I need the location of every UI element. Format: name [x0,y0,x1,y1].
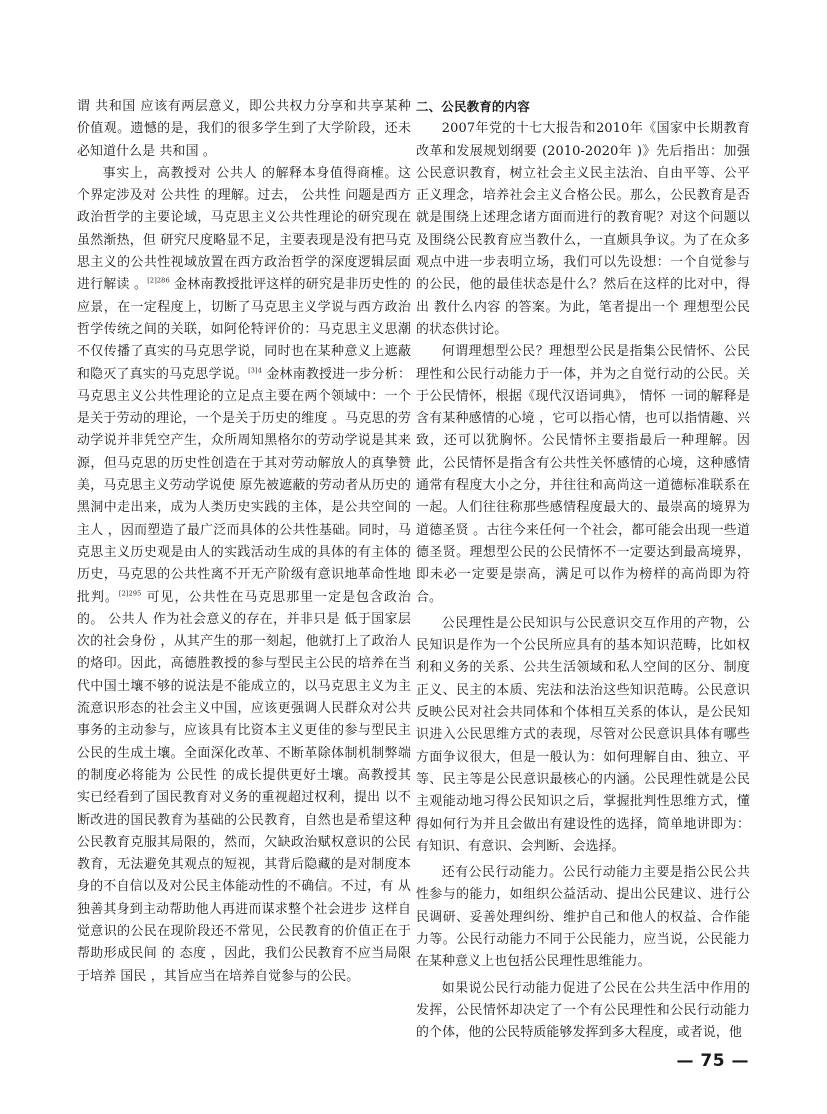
text-segment: 可见，公共性在马克思那里一定是包含政治的。 公共人 作为社会意义的存在，并非只是 低于国家层次的社会身份 ，从其产生的那一刻起，他就打上了政治人的烙印。因此，高德胜教授的参与型民主公民的培养在当代中国土壤不够的说法是不能成立的，以马克思主义为主流意识形态的社会主义中国，应该更强调人民群众对公共事务的主动参与，应该具有比资本主义更佳的参与型民主公民的生成土壤。全面深化改革、不断革除体制机制弊端的制度必将能为 公民性 的成长提供更好土壤。高教授其实已经看到了国民教育对义务的重视超过权利，提出 以不断改进的国民教育为基础的公民教育，自然也是希望这种公民教育克服其局限的，然而，欠缺政治赋权意识的公民教育，无法避免其观点的短视，其背后隐藏的是对制度本身的不自信以及对公民主体能动性的不确信。不过，有 从独善其身到主动帮助他人再进而谋求整个社会进步 这样自觉意识的公民在现阶段还不常见，公民教育的价值正在于帮助形成民间 的 态度 ，因此，我们公民教育不应当局限于培养 国民 ，其旨应当在培养自觉参与的公民。 [77,589,411,984]
text-segment: 金林南教授批评这样的研究是非历史性的应景，在一定程度上，切断了马克思主义学说与西方政治哲学传统之间的关联，如阿伦特评价的：马克思主义思潮不仅传播了真实的马克思学说，同时也在某种意义上遮蔽和隐灭了真实的马克思学说。 [77,277,411,382]
paragraph-civic-sentiment: 如果说公民行动能力促进了公民在公共生活中作用的发挥，公民情怀却决定了一个有公民理性和公民行动能力的个体，他的公民特质能够发挥到多大程度，或者说，他 [416,980,750,1041]
citation-ref: [3]4 [248,366,263,375]
left-column [77,96,411,988]
citation-ref: [2]295 [118,589,142,598]
paragraph-policy-background: 2007年党的十七大报告和2010年《国家中长期教育改革和发展规划纲要 (2010-2020年 )》先后指出：加强公民意识教育，树立社会主义民主法治、自由平等、公平正义理念，培养社会主义合格公民。那么，公民教育是否就是围绕上述理念诸方面而进行的教育呢？对这个问题以及围绕公民教育应当教什么，一直颇具争议。为了在众多观点中进一步表明立场，我们可以先设想：一个自觉参与的公民，他的最佳状态是什么？然后在这样的比对中，得出 教什么内容 的答案。为此，笔者提出一个 理想型公民 的状态供讨论。 [416,121,750,337]
paragraph-civic-action: 还有公民行动能力。公民行动能力主要是指公民公共性参与的能力，如组织公益活动、提出公民建议、进行公民调研、妥善处理纠纷、维护自己和他人的权益、合作能力等。公民行动能力不同于公民能力，应当说，公民能力在某种意义上也包括公民理性思维能力。 [416,865,750,970]
section-title: 二、公民教育的内容 [416,99,530,114]
text-segment: 金林南教授进一步分析：马克思主义公共性理论的立足点主要在两个领域中：一个是关于劳动的理论，一个是关于历史的维度 。马克思的劳动学说并非凭空产生，众所周知黑格尔的劳动学说是其来源，但马克思的历史性创造在于其对劳动解放人的真挚赞美，马克思主义劳动学说使 原先被遮蔽的劳动者从历史的黑洞中走出来，成为人类历史实践的主体，是公共空间的主人 ，因而塑造了最广泛而具体的公共性基础。同时，马克思主义历史观是由人的实践活动生成的具体的有主体的历史，马克思的公共性离不开无产阶级有意识地革命性地批判。 [77,366,411,605]
paragraph-continuation: 谓 共和国 应该有两层意义，即公共权力分享和共享某种价值观。遗憾的是，我们的很多学生到了大学阶段，还未必知道什么是 共和国 。 [77,99,411,159]
paragraph-civic-rationality: 公民理性是公民知识与公民意识交互作用的产物，公民知识是作为一个公民所应具有的基本知识范畴，比如权利和义务的关系、公共生活领域和私人空间的区分、制度正义、民主的本质、宪法和法治这些知识范畴。公民意识反映公民对社会共同体和个体相互关系的体认，是公民知识进入公民思维方式的表现，尽管对公民意识具体有哪些方面争议很大，但是一般认为：如何理解自由、独立、平等、民主等是公民意识最核心的内涵。公民理性就是公民主观能动地习得公民知识之后，掌握批判性思维方式，懂得如何行为并且会做出有建设性的选择，简单地讲即为：有知识、有意识、会判断、会选择。 [416,615,750,854]
paragraph-public-person-critique [77,163,411,988]
page-number: — 75 — [676,1051,749,1071]
paragraph-ideal-citizen: 何谓理想型公民？理想型公民是指集公民情怀、公民理性和公民行动能力于一体，并为之自觉行动的公民。关于公民情怀，根据《现代汉语词典》， 情怀 一词的解释是 含有某种感情的心境 ，它可以指心情，也可以指情趣、兴致，还可以犹胸怀。公民情怀主要指最后一种理解。因此，公民情怀是指含有公共性关怀感情的心境，这种感情通常有程度大小之分，并往往和高尚这一道德标准联系在一起。人们往往称那些感情程度最大的、最崇高的境界为 道德圣贤 。古往今来任何一个社会，都可能会出现一些道德圣贤。理想型公民的公民情怀不一定要达到最高境界，即未必一定要是崇高，满足可以作为榜样的高尚即为符合。 [416,344,750,605]
citation-ref: [2]286 [147,277,170,286]
right-column [416,96,750,1044]
text-segment: 事实上，高教授对 公共人 的解释本身值得商榷。这个界定涉及对 公共性 的理解。过去， 公共性 问题是西方政治哲学的主要论域，马克思主义公共性理论的研究现在虽然渐热，但 研究尺度略显不足，主要表现是没有把马克思主义的公共性视域放置在西方政治哲学的深度逻辑层面进行解读 。 [77,165,411,293]
